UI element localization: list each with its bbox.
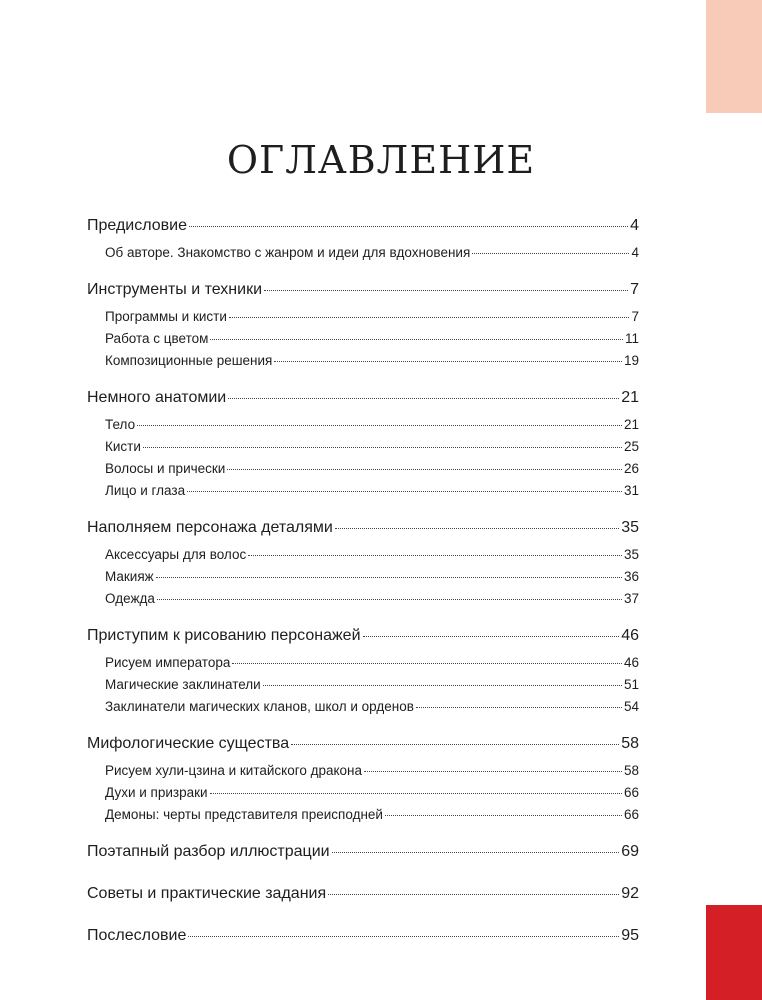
page-title: ОГЛАВЛЕНИЕ — [226, 138, 536, 182]
dot-leader — [248, 552, 622, 556]
dot-leader — [210, 336, 623, 340]
toc-section-title: Одежда — [105, 591, 155, 606]
toc-section-title: Магические заклинатели — [105, 677, 261, 692]
toc-chapter-title: Немного анатомии — [87, 389, 227, 406]
toc-section-page-number: 66 — [623, 785, 639, 800]
toc-section[interactable] — [87, 461, 639, 483]
toc-section[interactable] — [87, 807, 639, 829]
toc-section-page-number: 4 — [631, 245, 639, 260]
dot-leader — [187, 488, 622, 492]
toc-section[interactable] — [87, 591, 639, 613]
toc-section-page-number: 26 — [623, 461, 639, 476]
toc-section[interactable] — [87, 417, 639, 439]
toc-chapter-title: Наполняем персонажа деталями — [87, 519, 333, 536]
toc-section-title: Лицо и глаза — [105, 483, 186, 498]
toc-section-title: Аксессуары для волос — [105, 547, 247, 562]
dot-leader — [332, 849, 620, 853]
toc-section-title: Программы и кисти — [105, 309, 227, 324]
dot-leader — [188, 933, 619, 937]
dot-leader — [229, 314, 630, 318]
toc-section[interactable] — [87, 331, 639, 353]
toc-chapter-page-number: 4 — [630, 217, 639, 234]
toc-section[interactable] — [87, 699, 639, 721]
color-tab-top — [706, 0, 762, 113]
dot-leader — [228, 395, 619, 399]
toc-section-title: Об авторе. Знакомство с жанром и идеи для вдохновения — [105, 245, 471, 260]
toc-section-page-number: 19 — [623, 353, 639, 368]
toc-section-page-number: 35 — [623, 547, 639, 562]
toc-section-page-number: 31 — [623, 483, 639, 498]
toc-section-page-number: 66 — [623, 807, 639, 822]
dot-leader — [291, 741, 619, 745]
table-of-contents — [87, 217, 639, 969]
toc-chapter-title: Инструменты и техники — [87, 281, 262, 298]
toc-chapter[interactable] — [87, 627, 639, 655]
toc-chapter[interactable] — [87, 927, 639, 955]
dot-leader — [274, 358, 622, 362]
toc-chapter-title: Мифологические существа — [87, 735, 290, 752]
toc-chapter-group — [87, 885, 639, 913]
color-tab-bottom — [706, 905, 762, 1000]
toc-chapter[interactable] — [87, 519, 639, 547]
toc-chapter-page-number: 7 — [630, 281, 639, 298]
toc-section-page-number: 36 — [623, 569, 639, 584]
toc-section-title: Волосы и прически — [105, 461, 226, 476]
toc-chapter-page-number: 95 — [621, 927, 639, 944]
dot-leader — [137, 422, 622, 426]
toc-section-title: Духи и призраки — [105, 785, 208, 800]
toc-chapter-page-number: 21 — [621, 389, 639, 406]
dot-leader — [385, 812, 622, 816]
toc-chapter-group — [87, 217, 639, 267]
toc-chapter-page-number: 58 — [621, 735, 639, 752]
toc-section[interactable] — [87, 483, 639, 505]
toc-section[interactable] — [87, 245, 639, 267]
dot-leader — [157, 596, 622, 600]
toc-section-page-number: 7 — [631, 309, 639, 324]
toc-section-title: Кисти — [105, 439, 141, 454]
toc-chapter[interactable] — [87, 389, 639, 417]
toc-section-title: Демоны: черты представителя преисподней — [105, 807, 383, 822]
toc-chapter-title: Послесловие — [87, 927, 187, 944]
toc-section-title: Макияж — [105, 569, 154, 584]
dot-leader — [363, 633, 620, 637]
toc-chapter-title: Поэтапный разбор иллюстрации — [87, 843, 330, 860]
toc-section[interactable] — [87, 785, 639, 807]
toc-section-page-number: 37 — [623, 591, 639, 606]
dot-leader — [263, 682, 622, 686]
dot-leader — [232, 660, 622, 664]
toc-chapter-group — [87, 735, 639, 829]
toc-section-page-number: 54 — [623, 699, 639, 714]
toc-chapter[interactable] — [87, 735, 639, 763]
toc-chapter[interactable] — [87, 843, 639, 871]
toc-section-title: Рисуем императора — [105, 655, 231, 670]
toc-section-page-number: 58 — [623, 763, 639, 778]
toc-section[interactable] — [87, 439, 639, 461]
dot-leader — [156, 574, 622, 578]
toc-chapter-page-number: 69 — [621, 843, 639, 860]
dot-leader — [143, 444, 622, 448]
toc-section[interactable] — [87, 763, 639, 785]
toc-chapter-group — [87, 627, 639, 721]
dot-leader — [189, 223, 628, 227]
toc-chapter-page-number: 46 — [621, 627, 639, 644]
dot-leader — [472, 250, 629, 254]
dot-leader — [210, 790, 622, 794]
toc-section[interactable] — [87, 309, 639, 331]
toc-chapter-group — [87, 281, 639, 375]
toc-section-title: Рисуем хули-цзина и китайского дракона — [105, 763, 363, 778]
toc-section-page-number: 11 — [624, 331, 639, 346]
toc-section-title: Композиционные решения — [105, 353, 273, 368]
toc-chapter-page-number: 35 — [621, 519, 639, 536]
toc-chapter-group — [87, 519, 639, 613]
toc-chapter-group — [87, 927, 639, 955]
toc-section-page-number: 46 — [623, 655, 639, 670]
toc-section-title: Работа с цветом — [105, 331, 209, 346]
toc-section-page-number: 25 — [623, 439, 639, 454]
toc-section[interactable] — [87, 655, 639, 677]
dot-leader — [364, 768, 622, 772]
toc-section-title: Тело — [105, 417, 136, 432]
dot-leader — [227, 466, 622, 470]
toc-chapter[interactable] — [87, 885, 639, 913]
toc-section[interactable] — [87, 569, 639, 591]
dot-leader — [328, 891, 619, 895]
dot-leader — [416, 704, 622, 708]
toc-chapter-group — [87, 389, 639, 505]
dot-leader — [335, 525, 619, 529]
toc-section[interactable] — [87, 353, 639, 375]
toc-chapter-title: Советы и практические задания — [87, 885, 327, 902]
toc-chapter-title: Приступим к рисованию персонажей — [87, 627, 361, 644]
toc-section-title: Заклинатели магических кланов, школ и орденов — [105, 699, 414, 714]
toc-chapter[interactable] — [87, 217, 639, 245]
toc-section-page-number: 51 — [623, 677, 639, 692]
toc-section-page-number: 21 — [623, 417, 639, 432]
toc-section[interactable] — [87, 677, 639, 699]
toc-chapter-group — [87, 843, 639, 871]
dot-leader — [264, 287, 628, 291]
toc-chapter[interactable] — [87, 281, 639, 309]
toc-section[interactable] — [87, 547, 639, 569]
toc-chapter-title: Предисловие — [87, 217, 187, 234]
toc-chapter-page-number: 92 — [621, 885, 639, 902]
